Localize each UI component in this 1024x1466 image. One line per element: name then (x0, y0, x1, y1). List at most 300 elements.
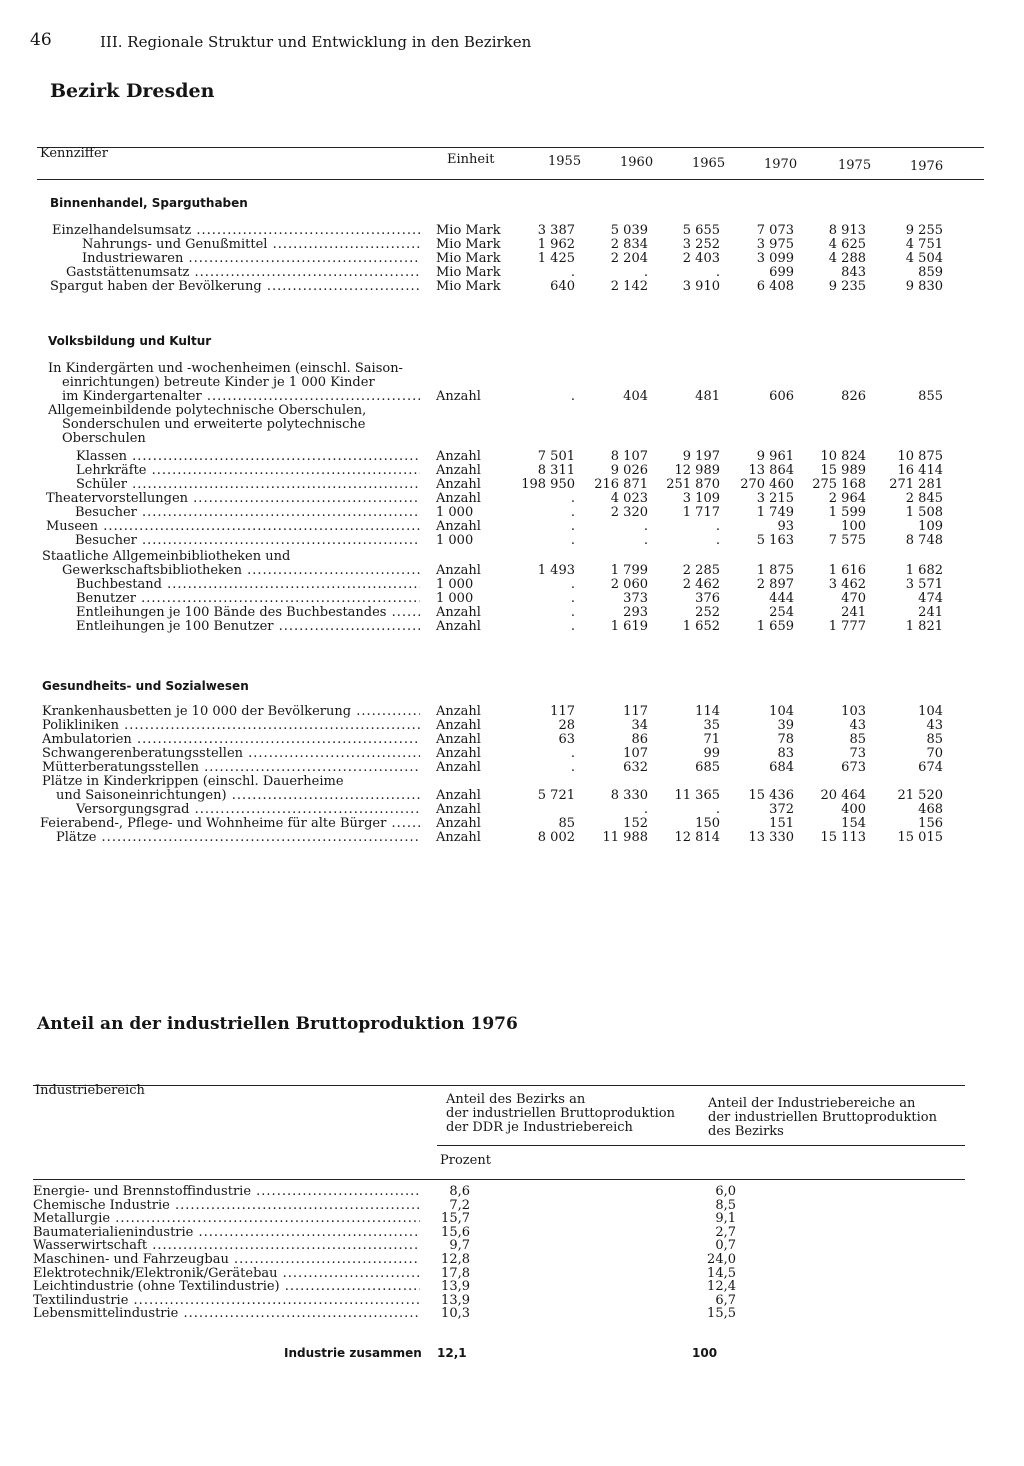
cell-1976: 1 821 (905, 619, 943, 634)
cell-1965: 12 989 (674, 463, 720, 478)
share-ddr: 13,9 (441, 1292, 470, 1308)
cell-1955: . (570, 533, 575, 548)
row-unit: Mio Mark (436, 279, 501, 294)
row-label: Schüler ..... (76, 478, 420, 492)
table-row (0, 578, 1024, 592)
table2-title: Anteil an der industriellen Bruttoproduktion 1976 (37, 1014, 518, 1034)
cell-1960: 216 871 (594, 477, 648, 492)
row-label: Allgemeinbildende polytechnische Oberschulen, (48, 404, 367, 418)
cell-1975: 43 (849, 718, 866, 733)
table-row (0, 1307, 1024, 1321)
table-row (0, 450, 1024, 464)
cell-1976: 85 (926, 732, 943, 747)
table-row (0, 592, 1024, 606)
row-label: Spargut haben der Bevölkerung ..... (50, 280, 420, 294)
share-ddr: 8,6 (449, 1184, 470, 1199)
share-bezirk: 0,7 (715, 1238, 736, 1254)
row-unit: 1 000 (436, 591, 474, 606)
table1-header-label: Kennziffer (40, 146, 108, 161)
industry-label: Leichtindustrie (ohne Textilindustrie) ..... (33, 1280, 420, 1294)
cell-1955: 28 (558, 718, 575, 733)
cell-1975: 4 625 (828, 237, 866, 252)
table2-subheader-rule (437, 1145, 965, 1146)
row-unit: Anzahl (436, 788, 481, 803)
cell-1970: 151 (769, 816, 794, 831)
cell-1960: 2 142 (610, 279, 648, 294)
cell-1970: 39 (777, 718, 794, 733)
row-label: Polikliniken ..... (42, 719, 420, 733)
cell-1970: 83 (777, 746, 794, 761)
cell-1955: 117 (550, 704, 575, 719)
cell-1976: 43 (926, 718, 943, 733)
cell-1960: 632 (623, 760, 648, 775)
table-row (0, 1199, 1024, 1213)
cell-1976: 16 414 (897, 463, 943, 478)
cell-1976: 1 508 (905, 505, 943, 520)
row-label: Staatliche Allgemeinbibliotheken und (42, 550, 291, 564)
table-row (0, 224, 1024, 238)
cell-1955: . (570, 505, 575, 520)
industry-label: Maschinen- und Fahrzeugbau ..... (33, 1253, 420, 1267)
cell-1975: 4 288 (828, 251, 866, 266)
cell-1960: 404 (623, 389, 648, 404)
row-unit: 1 000 (436, 505, 474, 520)
share-ddr: 9,7 (449, 1238, 470, 1254)
industry-label: Elektrotechnik/Elektronik/Gerätebau ..... (33, 1267, 420, 1281)
row-label: Besucher ..... (75, 506, 420, 520)
row-unit: Mio Mark (436, 223, 501, 238)
cell-1975: 9 235 (828, 279, 866, 294)
cell-1975: 10 824 (820, 449, 866, 464)
section-title: Gesundheits- und Sozialwesen (42, 679, 249, 693)
row-unit: Mio Mark (436, 251, 501, 266)
row-label: Krankenhausbetten je 10 000 der Bevölkerung ..... (42, 705, 420, 719)
table-row (0, 1239, 1024, 1253)
cell-1960: . (643, 265, 648, 280)
cell-1975: 1 599 (828, 505, 866, 520)
table-row (0, 520, 1024, 534)
row-label: In Kindergärten und -wochenheimen (einschl. Saison- (48, 362, 403, 376)
table-row (0, 831, 1024, 845)
cell-1976: 2 845 (905, 491, 943, 506)
cell-1976: 10 875 (897, 449, 943, 464)
row-unit: Anzahl (436, 718, 481, 733)
section-title: Volksbildung und Kultur (48, 334, 212, 348)
table-row (0, 606, 1024, 620)
table2-header-label: Industriebereich (35, 1083, 145, 1098)
cell-1975: 1 616 (828, 563, 866, 578)
cell-1970: 13 330 (748, 830, 794, 845)
table-row (0, 719, 1024, 733)
table-row (0, 432, 1024, 446)
cell-1955: 7 501 (537, 449, 575, 464)
row-unit: Anzahl (436, 477, 481, 492)
cell-1976: 4 504 (905, 251, 943, 266)
cell-1976: 271 281 (889, 477, 943, 492)
row-label: im Kindergartenalter ..... (62, 390, 420, 404)
cell-1975: 7 575 (828, 533, 866, 548)
cell-1955: 8 311 (537, 463, 575, 478)
cell-1965: 35 (703, 718, 720, 733)
cell-1970: 1 659 (756, 619, 794, 634)
total-share-bezirk: 100 (692, 1346, 718, 1360)
cell-1976: 70 (926, 746, 943, 761)
cell-1970: 5 163 (756, 533, 794, 548)
cell-1965: 3 252 (682, 237, 720, 252)
cell-1955: . (570, 591, 575, 606)
row-unit: Anzahl (436, 816, 481, 831)
table-row (0, 478, 1024, 492)
table-row (0, 404, 1024, 418)
cell-1970: 1 875 (756, 563, 794, 578)
cell-1960: 2 204 (610, 251, 648, 266)
row-label: Museen ..... (46, 520, 420, 534)
table-row (0, 705, 1024, 719)
cell-1970: 3 215 (756, 491, 794, 506)
cell-1955: . (570, 760, 575, 775)
cell-1960: 5 039 (610, 223, 648, 238)
cell-1970: 2 897 (756, 577, 794, 592)
row-label: Benutzer ..... (76, 592, 420, 606)
cell-1976: 859 (918, 265, 943, 280)
row-unit: Anzahl (436, 389, 481, 404)
row-unit: Anzahl (436, 830, 481, 845)
row-unit: Anzahl (436, 449, 481, 464)
cell-1965: 9 197 (682, 449, 720, 464)
cell-1965: 251 870 (666, 477, 720, 492)
cell-1970: 270 460 (740, 477, 794, 492)
share-ddr: 7,2 (449, 1197, 470, 1213)
table1-header-year: 1965 (692, 156, 726, 171)
share-ddr: 13,9 (441, 1279, 470, 1295)
running-header: III. Regionale Struktur und Entwicklung in den Bezirken (100, 33, 532, 51)
row-label: Klassen ..... (76, 450, 420, 464)
cell-1975: 20 464 (820, 788, 866, 803)
row-label: Feierabend-, Pflege- und Wohnheime für alte Bürger ..... (40, 817, 420, 831)
table-row (0, 280, 1024, 294)
row-unit: Anzahl (436, 619, 481, 634)
cell-1955: 85 (558, 816, 575, 831)
table-row (0, 1185, 1024, 1199)
table1-header-year: 1970 (764, 157, 798, 172)
cell-1965: 1 717 (682, 505, 720, 520)
row-label: Einzelhandelsumsatz ..... (52, 224, 420, 238)
row-unit: 1 000 (436, 533, 474, 548)
row-unit: Anzahl (436, 519, 481, 534)
cell-1960: . (643, 802, 648, 817)
table-row (0, 803, 1024, 817)
table2-header-share-ddr: Anteil des Bezirks an der industriellen Bruttoproduktion der DDR je Industriebereich (446, 1092, 675, 1135)
table-row (0, 376, 1024, 390)
page-number: 46 (30, 30, 52, 50)
cell-1960: 4 023 (610, 491, 648, 506)
cell-1970: 254 (769, 605, 794, 620)
row-label: Schwangerenberatungsstellen ..... (42, 747, 420, 761)
cell-1960: 373 (623, 591, 648, 606)
cell-1955: 640 (550, 279, 575, 294)
row-label: Entleihungen je 100 Benutzer ..... (76, 620, 420, 634)
cell-1955: . (570, 605, 575, 620)
row-label: Mütterberatungsstellen ..... (42, 761, 420, 775)
cell-1976: 21 520 (897, 788, 943, 803)
row-label: Buchbestand ..... (76, 578, 420, 592)
table-row (0, 564, 1024, 578)
cell-1976: 8 748 (905, 533, 943, 548)
cell-1965: 481 (695, 389, 720, 404)
cell-1975: 826 (841, 389, 866, 404)
row-unit: Anzahl (436, 704, 481, 719)
cell-1960: 1 619 (610, 619, 648, 634)
table-row (0, 817, 1024, 831)
cell-1976: 109 (918, 519, 943, 534)
cell-1975: 241 (841, 605, 866, 620)
cell-1970: 699 (769, 265, 794, 280)
cell-1970: 606 (769, 389, 794, 404)
cell-1975: 73 (849, 746, 866, 761)
cell-1955: . (570, 491, 575, 506)
row-unit: Anzahl (436, 732, 481, 747)
cell-1965: . (715, 519, 720, 534)
cell-1976: 9 255 (905, 223, 943, 238)
cell-1970: 3 975 (756, 237, 794, 252)
cell-1955: . (570, 265, 575, 280)
row-label: und Saisoneinrichtungen) ..... (56, 789, 420, 803)
table1-header-year: 1976 (910, 159, 944, 174)
cell-1976: 1 682 (905, 563, 943, 578)
row-unit: Anzahl (436, 605, 481, 620)
row-label: Entleihungen je 100 Bände des Buchbestandes ..... (76, 606, 420, 620)
cell-1965: . (715, 802, 720, 817)
cell-1976: 855 (918, 389, 943, 404)
cell-1976: 3 571 (905, 577, 943, 592)
table1-header-year: 1975 (838, 158, 872, 173)
cell-1960: 1 799 (610, 563, 648, 578)
cell-1976: 4 751 (905, 237, 943, 252)
row-unit: Anzahl (436, 746, 481, 761)
cell-1970: 372 (769, 802, 794, 817)
table-row (0, 362, 1024, 376)
industry-label: Textilindustrie ..... (33, 1294, 420, 1308)
cell-1970: 9 961 (756, 449, 794, 464)
row-label: Plätze in Kinderkrippen (einschl. Dauerheime (42, 775, 344, 789)
cell-1960: 34 (631, 718, 648, 733)
table-row (0, 266, 1024, 280)
industry-label: Metallurgie ..... (33, 1212, 420, 1226)
cell-1975: 2 964 (828, 491, 866, 506)
cell-1965: . (715, 533, 720, 548)
cell-1955: 8 002 (537, 830, 575, 845)
row-label: Lehrkräfte ..... (76, 464, 420, 478)
total-share-ddr: 12,1 (437, 1346, 467, 1360)
cell-1975: 103 (841, 704, 866, 719)
share-bezirk: 15,5 (707, 1306, 736, 1322)
share-ddr: 12,8 (441, 1252, 470, 1267)
share-ddr: 15,7 (441, 1211, 470, 1227)
cell-1965: 71 (703, 732, 720, 747)
cell-1975: 275 168 (812, 477, 866, 492)
industry-label: Lebensmittelindustrie ..... (33, 1307, 420, 1321)
cell-1975: 15 989 (820, 463, 866, 478)
cell-1976: 241 (918, 605, 943, 620)
cell-1965: 99 (703, 746, 720, 761)
cell-1965: 5 655 (682, 223, 720, 238)
table-row (0, 1280, 1024, 1294)
table-row (0, 390, 1024, 404)
cell-1975: 8 913 (828, 223, 866, 238)
cell-1965: 2 285 (682, 563, 720, 578)
row-unit: Anzahl (436, 563, 481, 578)
cell-1975: 1 777 (828, 619, 866, 634)
cell-1970: 6 408 (756, 279, 794, 294)
table-row (0, 506, 1024, 520)
cell-1976: 104 (918, 704, 943, 719)
cell-1965: 114 (695, 704, 720, 719)
share-bezirk: 12,4 (707, 1279, 736, 1295)
cell-1970: 3 099 (756, 251, 794, 266)
cell-1976: 156 (918, 816, 943, 831)
row-label: Nahrungs- und Genußmittel ..... (82, 238, 420, 252)
cell-1955: 63 (558, 732, 575, 747)
row-label: Industriewaren ..... (82, 252, 420, 266)
cell-1965: 252 (695, 605, 720, 620)
cell-1960: 86 (631, 732, 648, 747)
share-bezirk: 14,5 (707, 1265, 736, 1281)
table-row (0, 620, 1024, 634)
share-bezirk: 2,7 (715, 1224, 736, 1240)
industry-label: Wasserwirtschaft ..... (33, 1239, 420, 1253)
cell-1960: 117 (623, 704, 648, 719)
row-unit: Mio Mark (436, 237, 501, 252)
row-unit: Mio Mark (436, 265, 501, 280)
cell-1970: 1 749 (756, 505, 794, 520)
section-title: Binnenhandel, Sparguthaben (50, 196, 248, 210)
row-unit: Anzahl (436, 802, 481, 817)
table2-top-rule (33, 1085, 965, 1086)
cell-1960: 152 (623, 816, 648, 831)
row-label: Ambulatorien ..... (42, 733, 420, 747)
cell-1955: 1 425 (537, 251, 575, 266)
cell-1975: 400 (841, 802, 866, 817)
cell-1970: 15 436 (748, 788, 794, 803)
industry-label: Chemische Industrie ..... (33, 1199, 420, 1213)
cell-1975: 843 (841, 265, 866, 280)
industry-label: Baumaterialienindustrie ..... (33, 1226, 420, 1240)
cell-1965: 685 (695, 760, 720, 775)
cell-1970: 7 073 (756, 223, 794, 238)
row-unit: 1 000 (436, 577, 474, 592)
share-bezirk: 24,0 (707, 1252, 736, 1267)
cell-1975: 154 (841, 816, 866, 831)
cell-1970: 684 (769, 760, 794, 775)
cell-1976: 674 (918, 760, 943, 775)
table1-header-year: 1955 (548, 154, 582, 169)
cell-1965: . (715, 265, 720, 280)
cell-1976: 468 (918, 802, 943, 817)
cell-1976: 9 830 (905, 279, 943, 294)
cell-1960: 2 320 (610, 505, 648, 520)
cell-1975: 470 (841, 591, 866, 606)
share-bezirk: 6,7 (715, 1292, 736, 1308)
cell-1965: 3 910 (682, 279, 720, 294)
cell-1955: 1 962 (537, 237, 575, 252)
table-row (0, 492, 1024, 506)
cell-1976: 15 015 (897, 830, 943, 845)
row-label: Besucher ..... (75, 534, 420, 548)
row-label: Gaststättenumsatz ..... (66, 266, 420, 280)
cell-1970: 104 (769, 704, 794, 719)
table2-header-rule (33, 1179, 965, 1180)
total-label: Industrie zusammen (284, 1346, 422, 1360)
share-ddr: 17,8 (441, 1265, 470, 1281)
table2-total-row (0, 1346, 1024, 1360)
cell-1975: 85 (849, 732, 866, 747)
cell-1975: 15 113 (820, 830, 866, 845)
share-bezirk: 6,0 (715, 1184, 736, 1199)
cell-1965: 2 403 (682, 251, 720, 266)
share-bezirk: 9,1 (715, 1211, 736, 1227)
cell-1965: 2 462 (682, 577, 720, 592)
cell-1965: 11 365 (674, 788, 720, 803)
table-row (0, 775, 1024, 789)
row-label: Gewerkschaftsbibliotheken ..... (62, 564, 420, 578)
cell-1970: 444 (769, 591, 794, 606)
cell-1960: 11 988 (602, 830, 648, 845)
cell-1960: 107 (623, 746, 648, 761)
cell-1975: 3 462 (828, 577, 866, 592)
cell-1970: 93 (777, 519, 794, 534)
cell-1960: 2 060 (610, 577, 648, 592)
row-label: Oberschulen (62, 432, 146, 446)
cell-1955: 1 493 (537, 563, 575, 578)
table-row (0, 464, 1024, 478)
row-label: Sonderschulen und erweiterte polytechnische (62, 418, 366, 432)
cell-1955: . (570, 577, 575, 592)
table2-unit: Prozent (440, 1153, 491, 1168)
cell-1960: 8 330 (610, 788, 648, 803)
share-bezirk: 8,5 (715, 1197, 736, 1213)
cell-1955: 3 387 (537, 223, 575, 238)
table1-header-year: 1960 (620, 155, 654, 170)
row-unit: Anzahl (436, 491, 481, 506)
cell-1955: . (570, 746, 575, 761)
cell-1955: 5 721 (537, 788, 575, 803)
cell-1976: 474 (918, 591, 943, 606)
cell-1965: 376 (695, 591, 720, 606)
cell-1955: 198 950 (521, 477, 575, 492)
table-row (0, 1226, 1024, 1240)
share-ddr: 10,3 (441, 1306, 470, 1322)
table-row (0, 733, 1024, 747)
row-unit: Anzahl (436, 760, 481, 775)
row-label: Plätze ..... (56, 831, 420, 845)
table-row (0, 534, 1024, 548)
cell-1975: 100 (841, 519, 866, 534)
table-row (0, 747, 1024, 761)
row-label: einrichtungen) betreute Kinder je 1 000 Kinder (62, 376, 375, 390)
share-ddr: 15,6 (441, 1224, 470, 1240)
table-row (0, 418, 1024, 432)
cell-1960: 293 (623, 605, 648, 620)
table-row (0, 550, 1024, 564)
cell-1970: 13 864 (748, 463, 794, 478)
cell-1960: . (643, 533, 648, 548)
row-label: Versorgungsgrad ..... (76, 803, 420, 817)
cell-1960: 8 107 (610, 449, 648, 464)
cell-1965: 3 109 (682, 491, 720, 506)
cell-1960: 2 834 (610, 237, 648, 252)
cell-1975: 673 (841, 760, 866, 775)
page-title: Bezirk Dresden (50, 80, 215, 102)
